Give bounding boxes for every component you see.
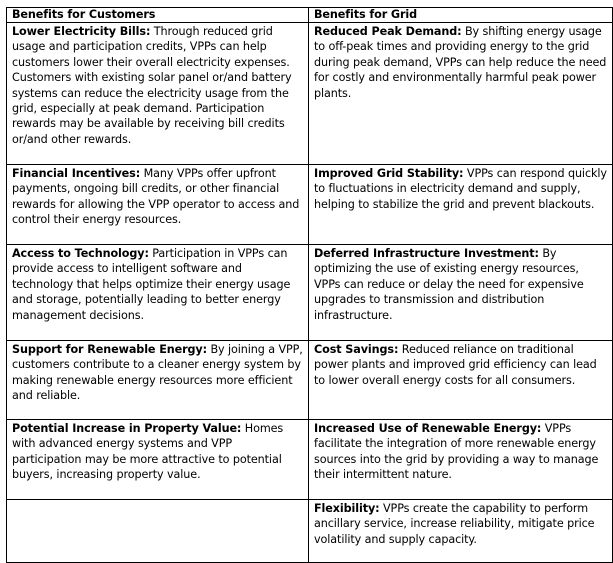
benefit-description: By shifting energy usage to off-peak times and providing energy to the grid during peak demand, VPPs can help reduce the need for costly and environmentally harmful peak power plants. — [314, 25, 607, 100]
table-row — [7, 23, 613, 165]
table-row — [7, 500, 613, 563]
grid-benefit-cell — [309, 341, 613, 420]
table-header — [7, 8, 613, 23]
customer-benefit-cell — [7, 420, 309, 500]
benefit-term: Flexibility: — [314, 502, 380, 515]
table-body — [7, 23, 613, 563]
benefit-term: Support for Renewable Energy: — [12, 343, 208, 356]
table-row — [7, 165, 613, 245]
benefit-description: Participation in VPPs can provide access to intelligent software and technology that helps optimize their energy usage and storage, potentially leading to better energy management decisions. — [12, 247, 291, 322]
benefit-term: Financial Incentives: — [12, 167, 141, 180]
benefits-table — [6, 7, 613, 563]
benefit-term: Access to Technology: — [12, 247, 149, 260]
table-row — [7, 420, 613, 500]
benefit-term: Improved Grid Stability: — [314, 167, 464, 180]
benefit-description: VPPs create the capability to perform ancillary service, increase reliability, mitigate price volatility and supply capacity. — [314, 502, 595, 546]
table-row — [7, 245, 613, 341]
customer-benefit-cell — [7, 23, 309, 165]
benefit-description: By joining a VPP, customers contribute to a cleaner energy system by making renewable energy resources more efficient and reliable. — [12, 343, 303, 403]
benefit-description: VPPs facilitate the integration of more renewable energy sources into the grid by providing a way to manage their intermittent nature. — [314, 422, 599, 482]
header-grid: Benefits for Grid — [309, 8, 613, 23]
grid-benefit-cell — [309, 23, 613, 165]
benefit-term: Reduced Peak Demand: — [314, 25, 462, 38]
benefit-term: Potential Increase in Property Value: — [12, 422, 242, 435]
benefit-term: Deferred Infrastructure Investment: — [314, 247, 539, 260]
customer-benefit-cell-empty — [7, 500, 309, 563]
benefit-term: Cost Savings: — [314, 343, 399, 356]
benefit-description: Through reduced grid usage and participation credits, VPPs can help customers lower their overall electricity expenses. Customers with existing solar panel or/and battery systems can reduce the electricity usage from the grid, especially at peak demand. Participation rewards may be available by receiving bill credits or/and other rewards. — [12, 25, 292, 146]
customer-benefit-cell — [7, 165, 309, 245]
benefit-description: Homes with advanced energy systems and VPP participation may be more attractive to potential buyers, increasing property value. — [12, 422, 284, 482]
grid-benefit-cell — [309, 420, 613, 500]
benefit-description: VPPs can respond quickly to fluctuations in electricity demand and supply, helping to stabilize the grid and prevent blackouts. — [314, 167, 607, 211]
grid-benefit-cell — [309, 165, 613, 245]
benefit-description: Reduced reliance on traditional power plants and improved grid efficiency can lead to lower overall energy costs for all consumers. — [314, 343, 597, 387]
customer-benefit-cell — [7, 245, 309, 341]
grid-benefit-cell — [309, 500, 613, 563]
table-row — [7, 341, 613, 420]
header-customers: Benefits for Customers — [7, 8, 309, 23]
benefit-term: Increased Use of Renewable Energy: — [314, 422, 542, 435]
customer-benefit-cell — [7, 341, 309, 420]
benefit-description: By optimizing the use of existing energy resources, VPPs can reduce or delay the need for expensive upgrades to transmission and distribution infrastructure. — [314, 247, 584, 322]
benefit-description: Many VPPs offer upfront payments, ongoing bill credits, or other financial rewards for allowing the VPP operator to access and control their energy resources. — [12, 167, 300, 227]
grid-benefit-cell — [309, 245, 613, 341]
benefit-term: Lower Electricity Bills: — [12, 25, 151, 38]
header-row — [7, 8, 613, 23]
